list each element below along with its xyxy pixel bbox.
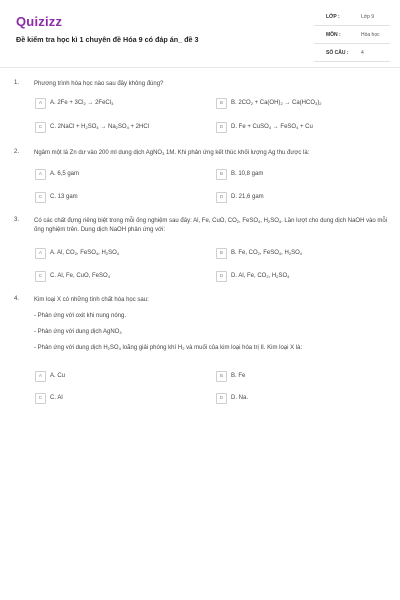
option-text: A. Al, $CO_2$, FeSO$_4$, $H_2SO_4$ bbox=[50, 249, 119, 256]
option-letter-box: C bbox=[35, 192, 46, 203]
meta-value: 4 bbox=[361, 50, 364, 56]
question-text bbox=[34, 80, 390, 89]
meta-label: SỐ CÂU : bbox=[326, 50, 349, 56]
option-letter-box: D bbox=[216, 122, 227, 133]
option-text: B. 10,8 gam bbox=[231, 170, 264, 177]
meta-value: Hóa học bbox=[361, 32, 380, 38]
option-text: A. Cu bbox=[50, 372, 66, 379]
option-text: D. Na. bbox=[231, 394, 249, 401]
meta-table bbox=[314, 8, 390, 62]
question-number: 4. bbox=[14, 296, 20, 302]
meta-row-subject bbox=[314, 26, 390, 44]
option-text: A. 6,5 gam bbox=[50, 170, 80, 177]
question-line: Phương trình hóa học nào sau đây không đúng? bbox=[34, 81, 164, 87]
option-text: D. Al, Fe, $CO_2$, $H_2SO_4$ bbox=[231, 272, 290, 279]
option-text: C. Al, Fe, CuO, FeSO$_4$ bbox=[50, 272, 110, 279]
meta-value: Lớp 9 bbox=[361, 14, 375, 20]
option-letter-box: B bbox=[216, 169, 227, 180]
option-text: C. Al bbox=[50, 394, 63, 401]
option-letter-box: D bbox=[216, 271, 227, 282]
question-line: Có các chất đựng riêng biệt trong mỗi ống nghiệm sau đây: Al, Fe, CuO, $CO_2$, FeSO$_4$, $H_2SO_4$. Lần lượt cho dung dịch NaOH vào mỗi ống nghiệm trên. Dung dịch NaOH phản ứng với: bbox=[34, 218, 388, 233]
option-text: A. $2Fe + 3Cl_2$ → 2FeCl$_3$ bbox=[50, 99, 114, 106]
question-text bbox=[34, 296, 390, 360]
header-divider bbox=[0, 67, 400, 68]
option-letter-box: D bbox=[216, 393, 227, 404]
meta-label: LỚP : bbox=[326, 14, 340, 20]
option-text: B. Fe, $CO_2$, FeSO$_4$, $H_2SO_4$ bbox=[231, 249, 302, 256]
question-line: Kim loại X có những tính chất hóa học sau: bbox=[34, 297, 149, 303]
question-line: - Phản ứng với dung dịch $H_2SO_4$ loãng giải phóng khí $H_2$ và muối của kim loại hóa trị II. Kim loại X là: bbox=[34, 345, 303, 351]
option-letter-box: B bbox=[216, 98, 227, 109]
meta-label: MÔN : bbox=[326, 32, 341, 38]
option-letter-box: A bbox=[35, 98, 46, 109]
option-letter-box: C bbox=[35, 393, 46, 404]
question-number: 3. bbox=[14, 217, 20, 223]
option-letter-box: D bbox=[216, 192, 227, 203]
option-letter-box: A bbox=[35, 248, 46, 259]
option-text: D. Fe + CuSO$_4$ → FeSO$_4$ + Cu bbox=[231, 123, 313, 130]
option-letter-box: C bbox=[35, 122, 46, 133]
question-number: 1. bbox=[14, 80, 20, 86]
option-text: B. Fe bbox=[231, 372, 246, 379]
option-text: B. $2CO_2 + Ca(OH)_2 \to Ca(HCO_3)_2$ bbox=[231, 99, 322, 106]
question-line: Ngâm một lá Zn dư vào 200 ml dung dịch AgNO$_3$ 1M. Khi phản ứng kết thúc khối lượng Ag thu được là: bbox=[34, 150, 310, 156]
meta-row-class bbox=[314, 8, 390, 26]
option-text: C. 2NaCl + $H_2SO_4 \to Na_2SO_4 + 2HCl$ bbox=[50, 123, 149, 130]
option-text: D. 21,6 gam bbox=[231, 193, 264, 200]
question-text bbox=[34, 149, 390, 158]
option-letter-box: C bbox=[35, 271, 46, 282]
document-title: Đề kiểm tra học kì 1 chuyên đề Hóa 9 có đáp án_ đề 3 bbox=[16, 35, 199, 44]
meta-row-question-count bbox=[314, 44, 390, 62]
option-letter-box: A bbox=[35, 169, 46, 180]
quizizz-logo: Quizizz bbox=[16, 14, 63, 29]
option-letter-box: A bbox=[35, 371, 46, 382]
question-line: - Phản ứng với oxit khi nung nóng. bbox=[34, 313, 127, 319]
question-number: 2. bbox=[14, 149, 20, 155]
option-letter-box: B bbox=[216, 371, 227, 382]
option-text: C. 13 gam bbox=[50, 193, 78, 200]
option-letter-box: B bbox=[216, 248, 227, 259]
question-text bbox=[34, 217, 390, 235]
question-line: - Phản ứng với dung dịch AgNO$_3$ bbox=[34, 329, 122, 335]
